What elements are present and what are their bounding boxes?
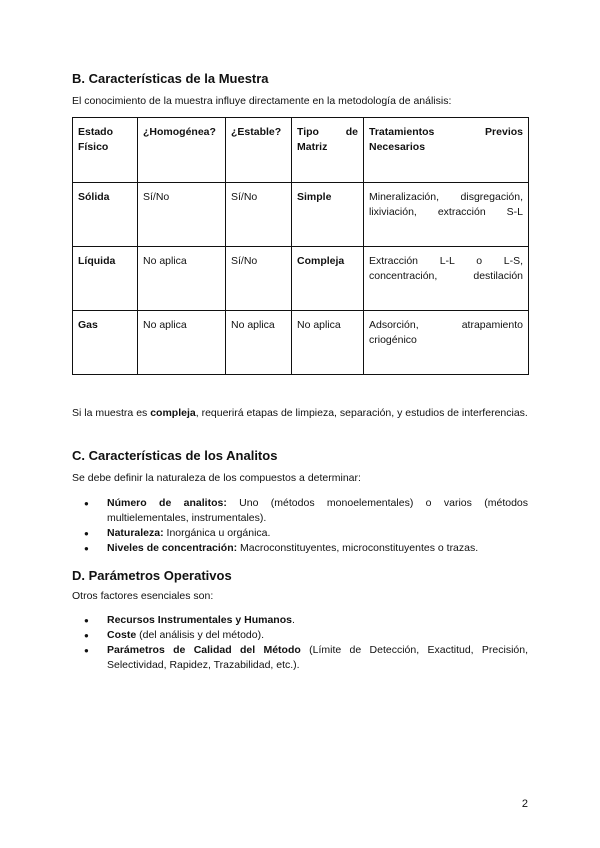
item-label: Parámetros de Calidad del Método xyxy=(107,644,301,656)
section-b-title: B. Características de la Muestra xyxy=(72,71,269,86)
complex-sample-note xyxy=(72,406,528,421)
section-d-intro: Otros factores esenciales son: xyxy=(72,590,214,602)
table-header-cell: Estado Físico xyxy=(73,118,138,183)
page-number: 2 xyxy=(521,798,528,810)
list-item xyxy=(107,628,528,643)
section-d-title: D. Parámetros Operativos xyxy=(72,568,232,583)
table-header-cell: Tipo de Matriz xyxy=(292,118,364,183)
list-item xyxy=(107,496,528,526)
table-cell: Extracción L-L o L-S, concentración, destilación xyxy=(364,247,529,311)
table-cell: No aplica xyxy=(226,311,292,375)
list-item xyxy=(107,643,528,673)
sample-characteristics-table xyxy=(72,117,529,375)
table-header-cell: Tratamientos Previos Necesarios xyxy=(364,118,529,183)
list-item xyxy=(107,526,528,541)
table-cell: No aplica xyxy=(138,311,226,375)
item-label: Naturaleza: xyxy=(107,527,164,539)
table-cell: Sí/No xyxy=(226,183,292,247)
table-cell: No aplica xyxy=(292,311,364,375)
table-cell: Sí/No xyxy=(138,183,226,247)
table-row xyxy=(73,311,529,375)
table-cell: Gas xyxy=(73,311,138,375)
item-text: (Límite de Detección, Exactitud, Precisión, Selectividad, Rapidez, Trazabilidad, etc.). xyxy=(107,644,529,671)
section-b-intro: El conocimiento de la muestra influye directamente en la metodología de análisis: xyxy=(72,95,452,107)
item-label: Niveles de concentración: xyxy=(107,542,238,554)
item-label: Coste xyxy=(107,629,137,641)
section-c-intro: Se debe definir la naturaleza de los compuestos a determinar: xyxy=(72,472,361,484)
table-header-cell: ¿Homogénea? xyxy=(138,118,226,183)
item-text: Uno (métodos monoelementales) o varios (métodos multielementales, instrumentales). xyxy=(107,497,529,524)
operative-parameters-list xyxy=(72,613,528,673)
item-text: Macroconstituyentes, microconstituyentes o trazas. xyxy=(237,542,479,554)
item-label: Recursos Instrumentales y Humanos xyxy=(107,614,292,626)
note-text: Si la muestra es xyxy=(72,407,151,419)
table-cell: Líquida xyxy=(73,247,138,311)
table-row xyxy=(73,247,529,311)
table-cell: Compleja xyxy=(292,247,364,311)
table-header-row xyxy=(73,118,529,183)
table-cell: Simple xyxy=(292,183,364,247)
item-text: Inorgánica u orgánica. xyxy=(163,527,271,539)
item-text: (del análisis y del método). xyxy=(136,629,264,641)
item-text: . xyxy=(291,614,295,626)
list-item xyxy=(107,613,528,628)
table-header-cell: ¿Estable? xyxy=(226,118,292,183)
table-cell: Mineralización, disgregación, lixiviación, extracción S-L xyxy=(364,183,529,247)
table-cell: Sí/No xyxy=(226,247,292,311)
item-label: Número de analitos: xyxy=(107,497,227,509)
analyte-characteristics-list xyxy=(72,496,528,556)
table-cell: Adsorción, atrapamiento criogénico xyxy=(364,311,529,375)
section-c-title: C. Características de los Analitos xyxy=(72,448,278,463)
table-cell: Sólida xyxy=(73,183,138,247)
table-row xyxy=(73,183,529,247)
table-cell: No aplica xyxy=(138,247,226,311)
note-emphasis: compleja xyxy=(150,407,196,419)
note-text: , requerirá etapas de limpieza, separación, y estudios de interferencias. xyxy=(195,407,528,419)
list-item xyxy=(107,541,528,556)
